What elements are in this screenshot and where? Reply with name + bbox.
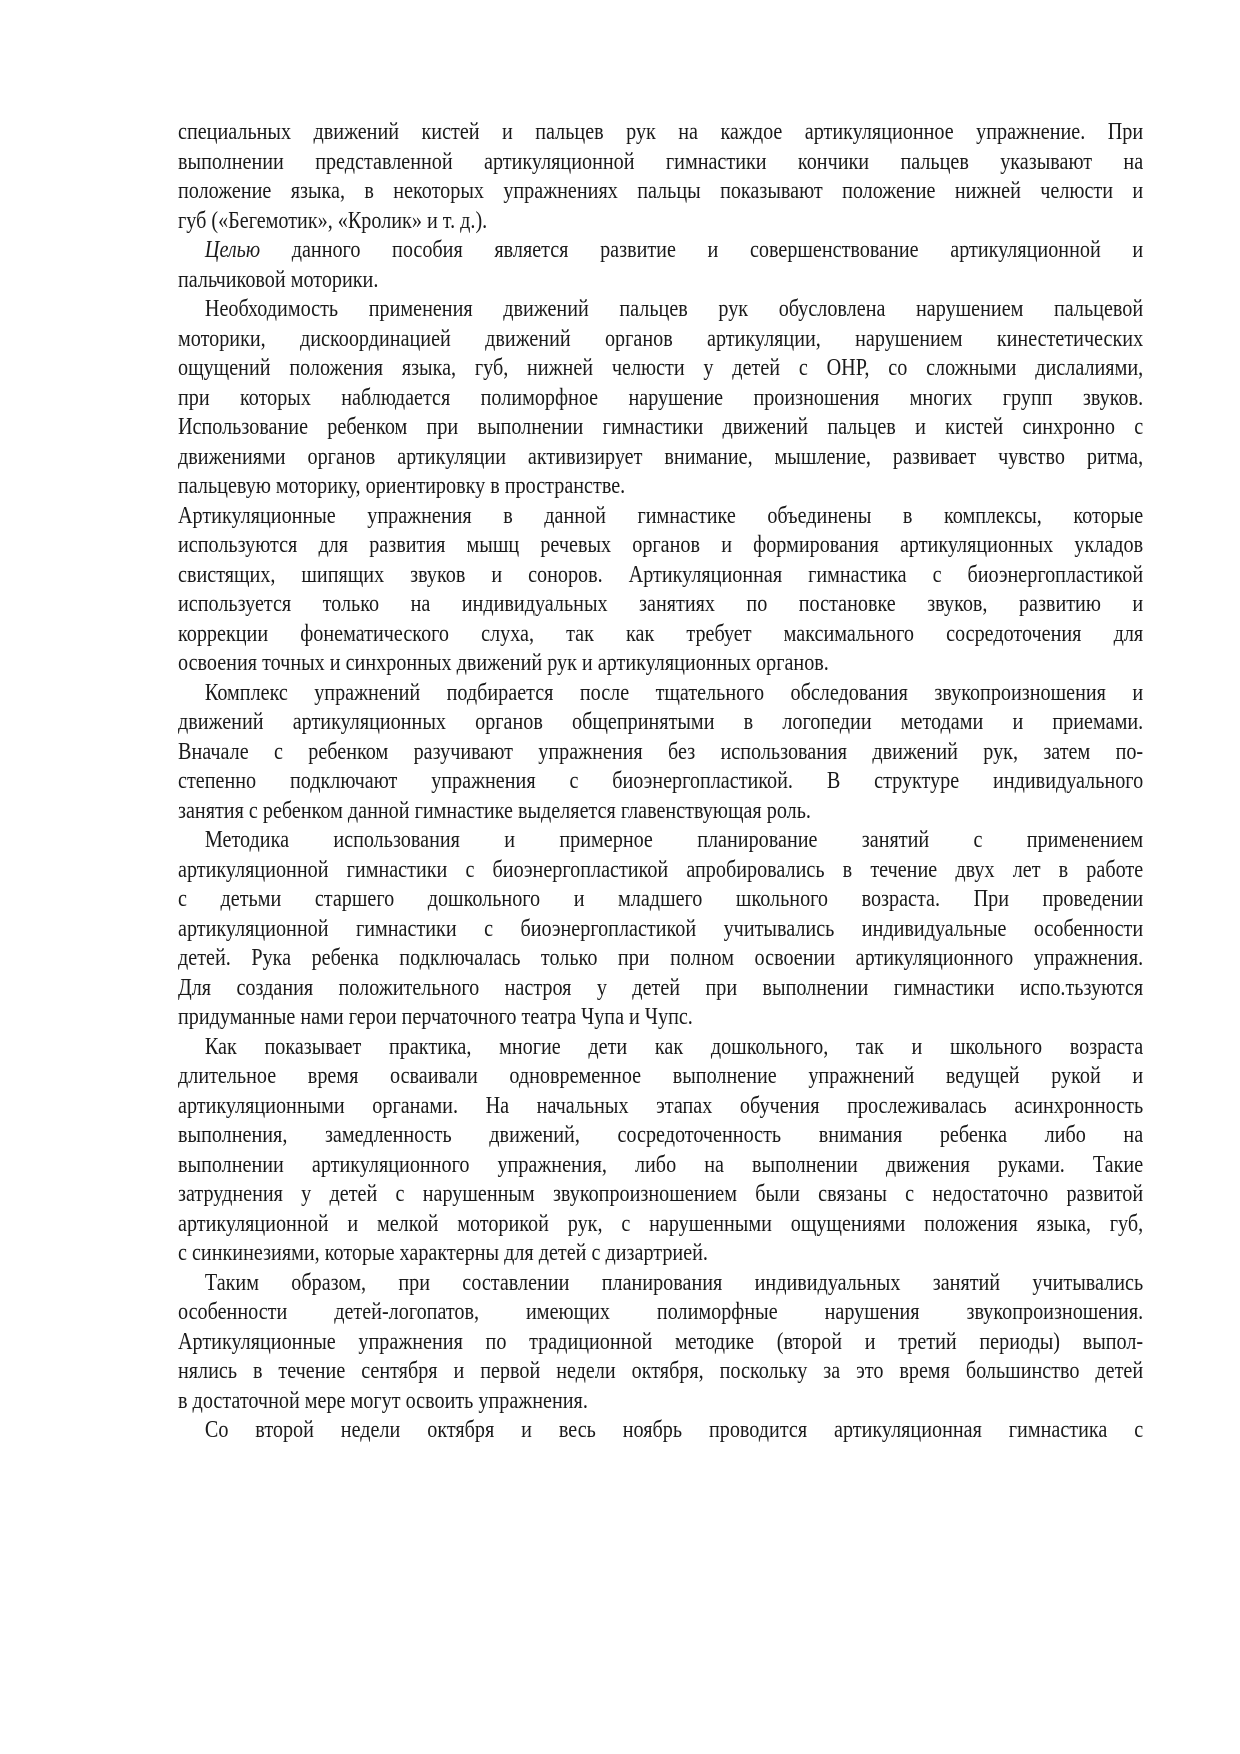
paragraph — [178, 118, 1143, 236]
text-line: занятия с ребенком данной гимнастике выделяется главенствующая роль. — [178, 797, 811, 824]
text-line: Как показывает практика, многие дети как дошкольного, так и школьного возраста — [204, 1033, 1144, 1060]
text-line: Таким образом, при составлении планирования индивидуальных занятий учитывались — [204, 1269, 1144, 1296]
text-line: длительное время осваивали одновременное выполнение упражнений ведущей рукой и — [178, 1063, 1144, 1089]
text-line: степенно подключают упражнения с биоэнергопластикой. В структуре индивидуального — [178, 768, 1144, 794]
text-line: Артикуляционные упражнения в данной гимнастике объединены в комплексы, которые — [178, 502, 1144, 529]
text-line: губ («Бегемотик», «Кролик» и т. д.). — [178, 207, 488, 234]
text-line: Со второй недели октября и весь ноябрь проводится артикуляционная гимнастика с — [204, 1417, 1144, 1443]
text-line: артикуляционной и мелкой моторикой рук, с нарушенными ощущениями положения языка, губ, — [178, 1210, 1144, 1237]
text-line: пальцевую моторику, ориентировку в пространстве. — [178, 473, 626, 499]
emphasized-word: Целью — [204, 237, 261, 263]
text-line: Методика использования и примерное планирование занятий с применением — [204, 827, 1144, 853]
text-line: выполнении артикуляционного упражнения, либо на выполнении движения руками. Такие — [178, 1151, 1144, 1178]
text-line: артикуляционной гимнастики с биоэнергопластикой учитывались индивидуальные особенности — [178, 915, 1144, 942]
text-line: движений артикуляционных органов общепринятыми в логопедии методами и приемами. — [178, 709, 1144, 735]
line-text: данного пособия является развитие и совершенствование артикуляционной и — [260, 237, 1144, 263]
paragraph — [178, 502, 1143, 679]
text-line: с детьми старшего дошкольного и младшего школьного возраста. При проведении — [178, 886, 1144, 912]
text-line: свистящих, шипящих звуков и соноров. Артикуляционная гимнастика с биоэнергопластикой — [178, 561, 1144, 588]
text-line: артикуляционными органами. На начальных этапах обучения прослеживалась асинхронность — [178, 1092, 1144, 1119]
text-line: особенности детей-логопатов, имеющих полиморфные нарушения звукопроизношения. — [178, 1299, 1144, 1325]
text-line: артикуляционной гимнастики с биоэнергопластикой апробировались в течение двух лет в работе — [178, 856, 1144, 883]
paragraph — [178, 1269, 1143, 1417]
text-line: выполнения, замедленность движений, сосредоточенность внимания ребенка либо на — [178, 1122, 1144, 1148]
text-line: детей. Рука ребенка подключалась только при полном освоении артикуляционного упражнения. — [178, 945, 1144, 971]
paragraph — [178, 679, 1143, 827]
paragraph — [178, 236, 1143, 295]
text-line: Комплекс упражнений подбирается после тщательного обследования звукопроизношения и — [204, 679, 1144, 706]
text-line: Для создания положительного настроя у детей при выполнении гимнастики испо.тьзуются — [178, 974, 1144, 1001]
text-line: движениями органов артикуляции активизирует внимание, мышление, развивает чувство ритма, — [178, 443, 1144, 470]
paragraph — [178, 295, 1143, 502]
text-line: освоения точных и синхронных движений рук и артикуляционных органов. — [178, 650, 829, 676]
text-line: Использование ребенком при выполнении гимнастики движений пальцев и кистей синхронно с — [178, 414, 1144, 440]
text-line — [178, 236, 1143, 266]
text-line: нялись в течение сентября и первой недели октября, поскольку за это время большинство детей — [178, 1358, 1144, 1384]
text-line: Артикуляционные упражнения по традиционной методике (второй и третий периоды) выпол- — [178, 1328, 1144, 1355]
text-line: коррекции фонематического слуха, так как требует максимального сосредоточения для — [178, 620, 1144, 647]
text-line: придуманные нами герои перчаточного театра Чупа и Чупс. — [178, 1004, 693, 1030]
text-line: в достаточной мере могут освоить упражнения. — [178, 1387, 588, 1414]
text-line: ощущений положения языка, губ, нижней челюсти у детей с ОНР, со сложными дислалиями, — [178, 355, 1144, 381]
text-line: специальных движений кистей и пальцев рук на каждое артикуляционное упражнение. При — [178, 119, 1144, 145]
text-line: с синкинезиями, которые характерны для детей с дизартрией. — [178, 1240, 708, 1266]
paragraph — [178, 1033, 1143, 1269]
text-line: выполнении представленной артикуляционной гимнастики кончики пальцев указывают на — [178, 148, 1144, 175]
text-line: используются для развития мышц речевых органов и формирования артикуляционных укладов — [178, 532, 1144, 558]
document-page — [178, 118, 1143, 1446]
paragraph — [178, 1416, 1143, 1446]
text-line: положение языка, в некоторых упражнениях пальцы показывают положение нижней челюсти и — [178, 178, 1144, 204]
text-line: Вначале с ребенком разучивают упражнения без использования движений рук, затем по- — [178, 738, 1144, 765]
text-line: при которых наблюдается полиморфное нарушение произношения многих групп звуков. — [178, 384, 1144, 411]
text-line: используется только на индивидуальных занятиях по постановке звуков, развитию и — [178, 591, 1144, 617]
text-line: затруднения у детей с нарушенным звукопроизношением были связаны с недостаточно развитой — [178, 1181, 1144, 1207]
paragraph — [178, 826, 1143, 1033]
text-line: Необходимость применения движений пальцев рук обусловлена нарушением пальцевой — [204, 296, 1144, 322]
text-line: пальчиковой моторики. — [178, 266, 379, 293]
text-line: моторики, дискоординацией движений органов артикуляции, нарушением кинестетических — [178, 325, 1144, 352]
